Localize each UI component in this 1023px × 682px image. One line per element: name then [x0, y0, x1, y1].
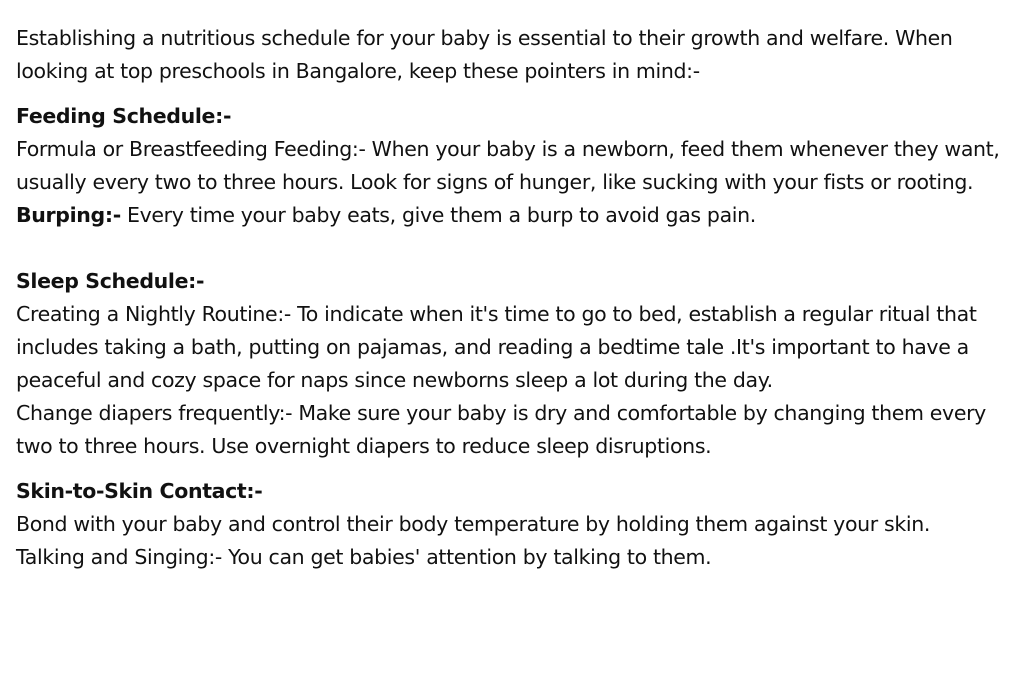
nightly-routine-paragraph: Creating a Nightly Routine:- To indicate when it's time to go to bed, establish a regular ritual that includes taking a bath, putting on pajamas, and reading a bedtime tale .It's important to have a peaceful and cozy space for naps since newborns sleep a lot during the day.: [16, 302, 977, 392]
article-body: [16, 22, 1012, 574]
sleep-schedule-heading: Sleep Schedule:-: [16, 269, 205, 293]
burping-text: Every time your baby eats, give them a burp to avoid gas pain.: [120, 203, 756, 227]
burping-label: Burping:-: [16, 203, 121, 227]
spacer: [16, 232, 1012, 265]
bond-paragraph: Bond with your baby and control their body temperature by holding them against your skin.: [16, 512, 931, 536]
change-diapers-paragraph: Change diapers frequently:- Make sure your baby is dry and comfortable by changing them every two to three hours. Use overnight diapers to reduce sleep disruptions.: [16, 401, 986, 458]
formula-feeding-paragraph: Formula or Breastfeeding Feeding:- When your baby is a newborn, feed them whenever they want, usually every two to three hours. Look for signs of hunger, like sucking with your fists or rooting.: [16, 137, 1000, 194]
talking-singing-paragraph: Talking and Singing:- You can get babies' attention by talking to them.: [16, 545, 712, 569]
spacer: [16, 88, 1012, 100]
burping-paragraph: [16, 199, 1012, 232]
skin-to-skin-heading: Skin-to-Skin Contact:-: [16, 479, 263, 503]
intro-paragraph: Establishing a nutritious schedule for your baby is essential to their growth and welfare. When looking at top preschools in Bangalore, keep these pointers in mind:-: [16, 26, 953, 83]
spacer: [16, 463, 1012, 475]
feeding-schedule-heading: Feeding Schedule:-: [16, 104, 232, 128]
